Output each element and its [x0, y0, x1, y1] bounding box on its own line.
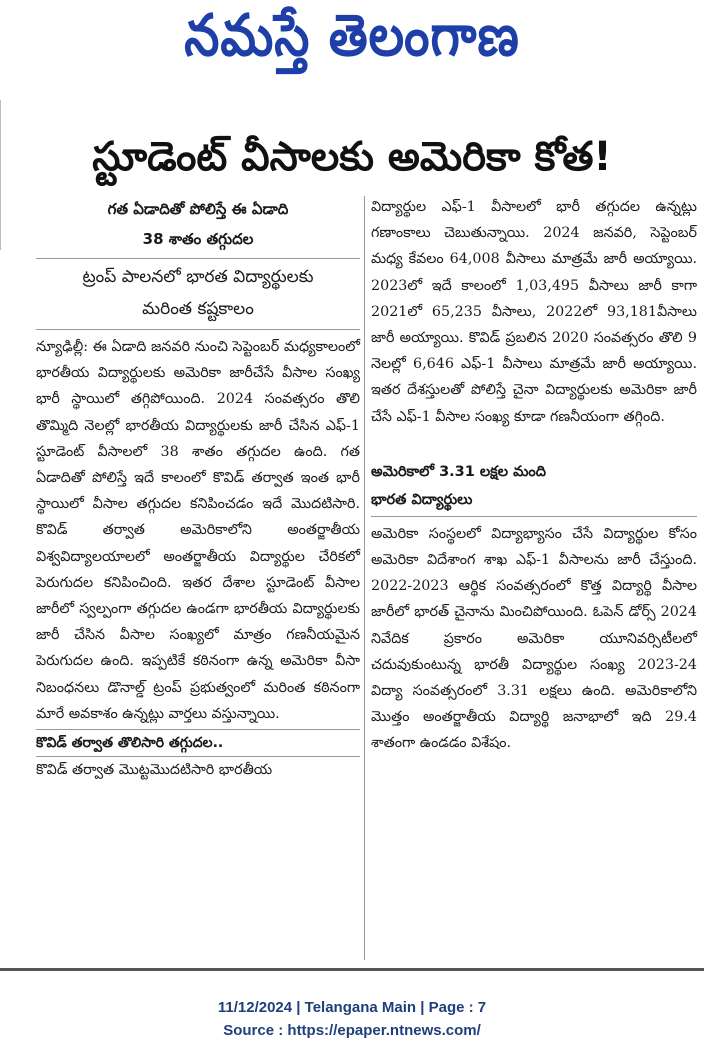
body-paragraph: కొవిడ్ తర్వాత మొట్టమొదటిసారి భారతీయ	[36, 762, 273, 779]
kicker-line: గత ఏడాదితో పోలిస్తే ఈ ఏడాది	[107, 200, 289, 218]
column-divider	[364, 196, 365, 960]
body-paragraph: విద్యార్థుల ఎఫ్-1 వీసాలలో భారీ తగ్గుదల ఉన్నట్లు గణాంకాలు చెబుతున్నాయి. 2024 జనవరి, సెప్టెంబర్ మధ్య కేవలం 64,008 వీసాలు మాత్రమే జారీ అయ్యాయి. 2023లో ఇదే కాలంలో 1,03,495 వీసాలు జారీ కాగా 2021లో 65,235 వీసాలు, 2022లో 93,181వీసాలు జారీ అయ్యాయి. కొవిడ్ ప్రబలిన 2020 సంవత్సరం తొలి 9 నెలల్లో 6,646 ఎఫ్-1 వీసాలు మాత్రమే జారీ అయ్యాయి. ఇతర దేశస్తులతో పోలిస్తే చైనా విద్యార్థులకు అమెరికా జారీ చేసే ఎఫ్-1 వీసాల సంఖ్య కూడా గణనీయంగా తగ్గింది.	[371, 199, 697, 425]
article-headline: స్టూడెంట్ వీసాలకు అమెరికా కోత!	[92, 134, 612, 180]
section-subhead	[371, 458, 697, 517]
left-column	[36, 194, 360, 783]
newspaper-logo: నమస్తే తెలంగాణ	[184, 2, 520, 69]
subhead-line: అమెరికాలో 3.31 లక్షల మంది	[371, 463, 547, 480]
deck-line: మరింత కష్టకాలం	[142, 299, 254, 319]
deck-line: ట్రంప్ పాలనలో భారత విద్యార్థులకు	[82, 267, 314, 287]
kicker-line: 38 శాతం తగ్గుదల	[142, 230, 254, 248]
footer	[0, 996, 704, 1042]
body-paragraph: న్యూఢిల్లీ: ఈ ఏడాది జనవరి నుంచి సెప్టెంబర్ మధ్యకాలంలో భారతీయ విద్యార్థులకు అమెరికా జారీచేసే వీసాల సంఖ్య భారీ స్థాయిలో తగ్గిపోయింది. 2024 సంవత్సరం తొలి తొమ్మిది నెలల్లో భారతీయ విద్యార్థులకు జారీ చేసిన ఎఫ్-1 స్టూడెంట్ వీసాలలో 38 శాతం తగ్గుదల ఉంది. గత ఏడాదితో పోలిస్తే ఇదే కాలంలో కొవిడ్ తర్వాత ఇంత భారీ స్థాయిలో వీసాల తగ్గుదల కనిపించడం ఇదే మొదటిసారి. కొవిడ్ తర్వాత అమెరికాలోని అంతర్జాతీయ విశ్వవిద్యాలయాలలో అంతర్జాతీయ విద్యార్థుల చేరికలో పెరుగుదల కనిపించింది. ఇతర దేశాల స్టూడెంట్ వీసాల జారీలో స్వల్పంగా తగ్గుదల ఉండగా భారతీయ విద్యార్థులకు జారీ చేసిన వీసాల సంఖ్యలో మాత్రం గణనీయమైన పెరుగుదల ఉంది. ఇప్పటికే కఠినంగా ఉన్న అమెరికా వీసా నిబంధనలు డొనాల్డ్ ట్రంప్ ప్రభుత్వంలో మరింత కఠినంగా మారే అవకాశం ఉన్నట్లు వార్తలు వస్తున్నాయి.	[36, 339, 360, 722]
masthead	[0, 0, 704, 100]
body-paragraph: అమెరికా సంస్థలలో విద్యాభ్యాసం చేసే విద్యార్థుల కోసం అమెరికా విదేశాంగ శాఖ ఎఫ్-1 వీసాలను జారీ చేస్తుంది. 2022-2023 ఆర్థిక సంవత్సరంలో కొత్త విద్యార్థి వీసాల జారీలో భారత్ చైనాను మించిపోయింది. ఓపెన్ డోర్స్ 2024 నివేదిక ప్రకారం అమెరికా యూనివర్సిటీలలో చదువుకుంటున్న భారతీ విద్యార్థుల సంఖ్య 2023-24 విద్యా సంవత్సరంలో 3.31 లక్షలు ఉంది. అమెరికాలోని మొత్తం అంతర్జాతీయ విద్యార్థి జనాభాలో ఇది 29.4 శాతంగా ఉండడం విశేషం.	[371, 525, 697, 752]
kicker	[36, 194, 360, 254]
deck	[36, 258, 360, 330]
bottom-rule	[0, 968, 704, 971]
footer-date-edition: 11/12/2024 | Telangana Main | Page : 7	[217, 999, 487, 1016]
section-subhead: కొవిడ్ తర్వాత తొలిసారి తగ్గుదల..	[36, 729, 360, 757]
right-column	[371, 194, 697, 757]
subhead-line: భారత విద్యార్థులు	[371, 491, 473, 508]
footer-source-link[interactable]: Source : https://epaper.ntnews.com/	[223, 1022, 481, 1039]
